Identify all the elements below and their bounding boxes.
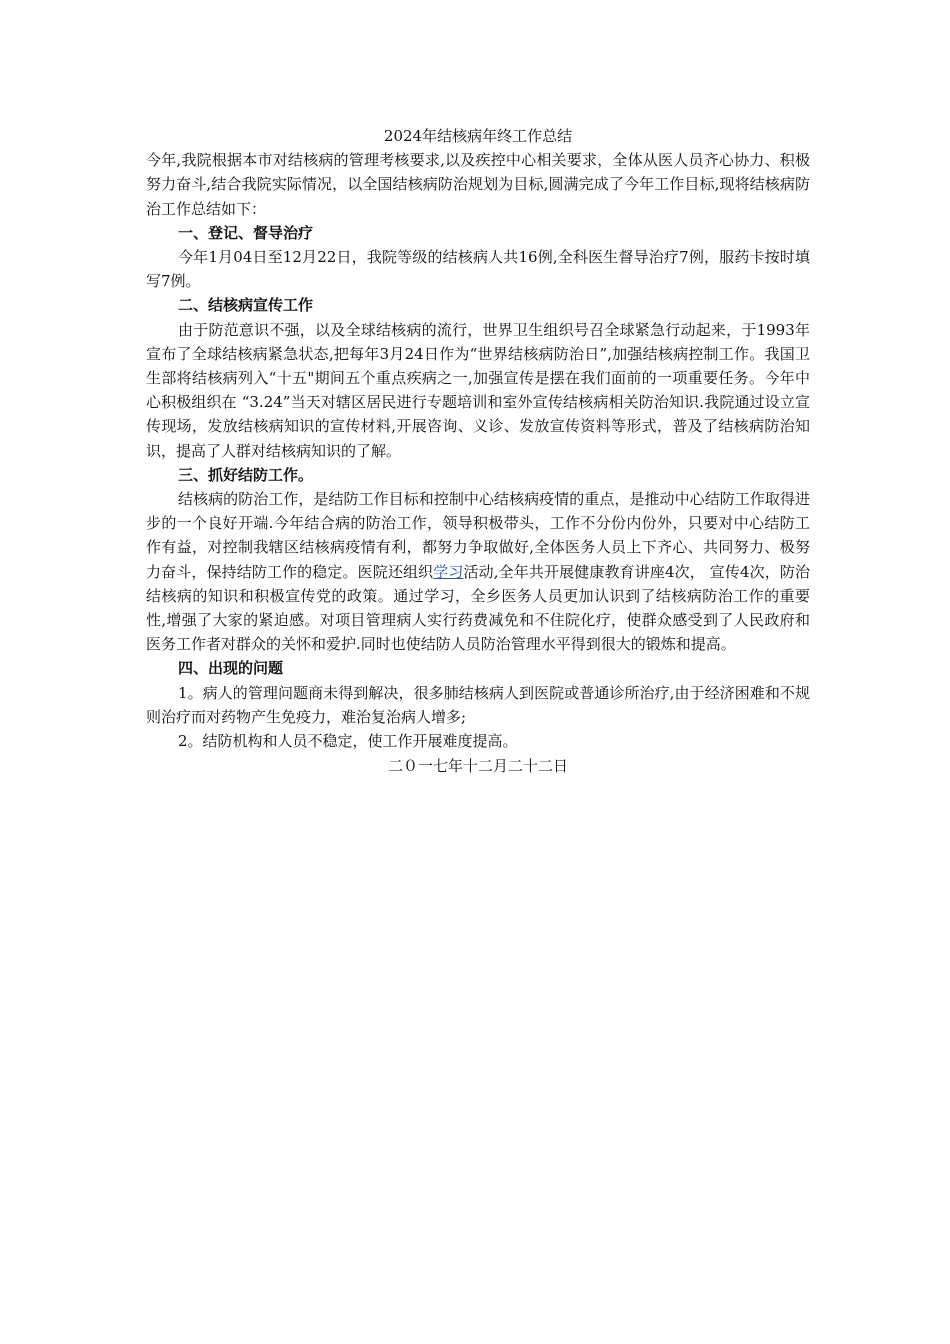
prevention-text-after-link: 活动,全年共开展健康教育讲座4次， 宣传4次，防治结核病的知识和积极宣传党的政策。通过学习，全乡医务人员更加认识到了结核病防治工作的重要性,增强了大家的紧迫感。对项目管理病人实行药费减免和不住院化疗，使群众感受到了人民政府和医务工作者对群众的关怀和爱护.同时也使结防人员防治管理水平得到很大的锻炼和提高。 xyxy=(146,562,810,654)
section-heading-registration: 一、登记、督导治疗 xyxy=(178,223,314,242)
section-heading-problems: 四、出现的问题 xyxy=(178,659,284,678)
section-paragraph-publicity: 由于防范意识不强，以及全球结核病的流行，世界卫生组织号召全球紧急行动起来，于1993年宣布了全球结核病紧急状态,把每年3月24日作为“世界结核病防治日”,加强结核病控制工作。我国卫生部将结核病列入“十五"期间五个重点疾病之一,加强宣传是摆在我们面前的一项重要任务。今年中心积极组织在 “3.24”当天对辖区居民进行专题培训和室外宣传结核病相关防治知识.我院通过设立宣传现场，发放结核病知识的宣传材料,开展咨询、义诊、发放宣传资料等形式，普及了结核病防治知识，提高了人群对结核病知识的了解。 xyxy=(146,320,810,460)
prevention-text-before-link: 结核病的防治工作，是结防工作目标和控制中心结核病疫情的重点，是推动中心结防工作取得进步的一个良好开端.今年结合病的防治工作，领导积极带头，工作不分份内份外，只要对中心结防工作有益，对控制我辖区结核病疫情有利，都努力争取做好,全体医务人员上下齐心、共同努力、极努力奋斗，保持结防工作的稳定。医院还组织 xyxy=(146,490,810,581)
document-date: 二０一七年十二月二十二日 xyxy=(387,757,568,776)
document-page xyxy=(146,124,810,778)
intro-paragraph: 今年,我院根据本市对结核病的管理考核要求,以及疾控中心相关要求，全体从医人员齐心协力、积极努力奋斗,结合我院实际情况，以全国结核病防治规划为目标,圆满完成了今年工作目标,现将结核病防治工作总结如下： xyxy=(146,151,810,218)
document-title: 2024年结核病年终工作总结 xyxy=(383,127,573,145)
section-paragraph-prevention xyxy=(146,487,810,656)
section-paragraph-registration: 今年1月04日至12月22日，我院等级的结核病人共16例,全科医生督导治疗7例，服药卡按时填写7例。 xyxy=(146,248,810,291)
study-link[interactable]: 学习 xyxy=(433,562,464,581)
problem-item-2: 2。结防机构和人员不稳定，使工作开展难度提高。 xyxy=(178,732,518,751)
problem-item-1: 1。病人的管理问题商未得到解决，很多肺结核病人到医院或普通诊所治疗,由于经济困难和不规则治疗而对药物产生免疫力，难治复治病人增多; xyxy=(146,683,810,726)
section-heading-prevention: 三、抓好结防工作。 xyxy=(178,465,314,484)
section-heading-publicity: 二、结核病宣传工作 xyxy=(178,296,314,315)
